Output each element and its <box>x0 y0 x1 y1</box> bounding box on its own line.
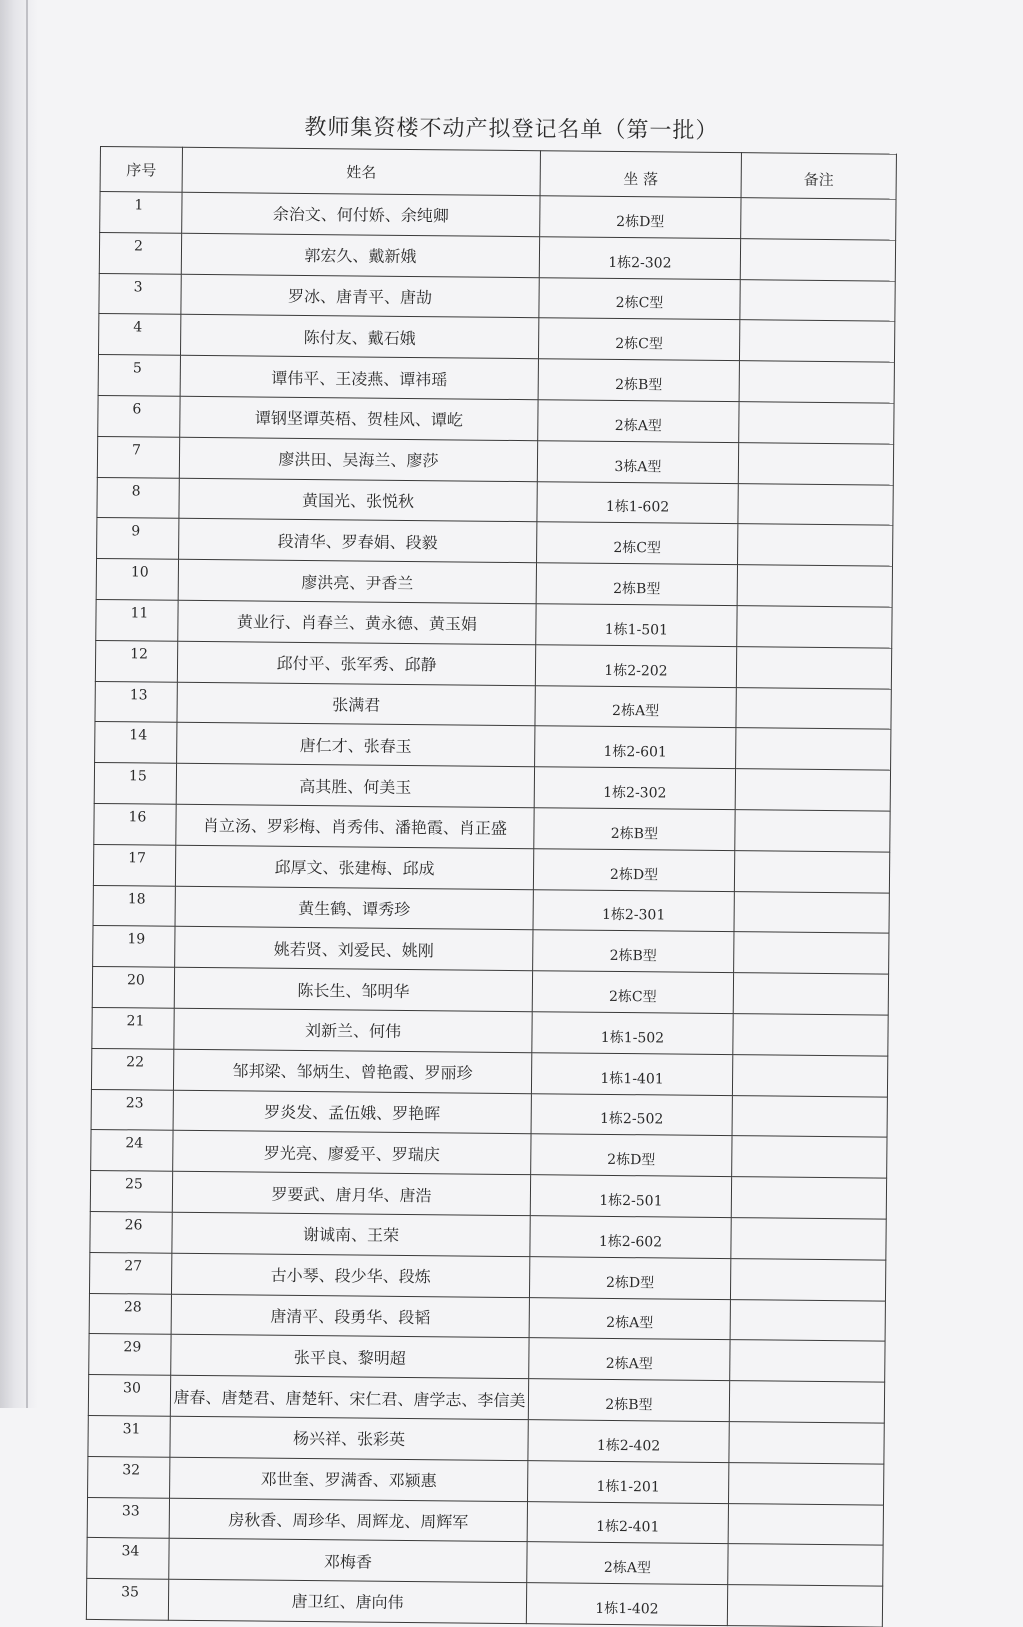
row-names: 黄国光、张悦秋 <box>179 478 537 522</box>
row-index: 35 <box>86 1579 168 1621</box>
row-names: 邓梅香 <box>169 1539 527 1583</box>
row-location: 2栋A型 <box>538 400 739 443</box>
row-index: 2 <box>99 232 181 274</box>
row-remark <box>729 1422 884 1464</box>
row-remark <box>736 728 891 770</box>
row-location: 1栋1-402 <box>526 1583 727 1626</box>
row-names: 刘新兰、何伟 <box>174 1008 532 1052</box>
row-names: 肖立汤、罗彩梅、肖秀伟、潘艳霞、肖正盛 <box>176 804 534 848</box>
row-names: 黄业行、肖春兰、黄永德、黄玉娟 <box>178 600 536 644</box>
row-remark <box>734 932 889 974</box>
row-index: 16 <box>94 803 176 845</box>
row-index: 19 <box>93 926 175 968</box>
row-index: 9 <box>97 518 179 560</box>
row-names: 廖洪田、吴海兰、廖莎 <box>179 437 537 481</box>
row-remark <box>737 606 892 648</box>
row-index: 14 <box>95 722 177 764</box>
row-remark <box>730 1299 885 1341</box>
row-remark <box>738 442 893 484</box>
row-location: 3栋A型 <box>537 440 738 483</box>
row-remark <box>736 646 891 688</box>
row-location: 1栋2-302 <box>539 237 740 280</box>
row-names: 罗冰、唐青平、唐劼 <box>181 274 539 318</box>
row-index: 5 <box>98 355 180 397</box>
row-names: 黄生鹤、谭秀珍 <box>175 886 533 930</box>
table-row <box>86 1579 882 1627</box>
row-location: 1栋1-602 <box>537 481 738 524</box>
row-location: 2栋C型 <box>537 522 738 565</box>
row-remark <box>731 1218 886 1260</box>
row-location: 1栋2-402 <box>528 1420 729 1463</box>
row-location: 2栋B型 <box>538 359 739 402</box>
row-index: 15 <box>94 763 176 805</box>
row-location: 1栋2-501 <box>530 1175 731 1218</box>
row-remark <box>734 850 889 892</box>
row-names: 谭伟平、王凌燕、谭祎瑶 <box>180 355 538 399</box>
row-remark <box>731 1177 886 1219</box>
row-index: 6 <box>98 395 180 437</box>
header-index: 序号 <box>100 147 182 193</box>
row-location: 1栋2-502 <box>531 1093 732 1136</box>
row-location: 1栋1-401 <box>531 1052 732 1095</box>
row-names: 廖洪亮、尹香兰 <box>178 559 536 603</box>
row-names: 段清华、罗春娟、段毅 <box>179 519 537 563</box>
row-names: 邱付平、张军秀、邱静 <box>177 641 535 685</box>
row-names: 罗炎发、孟伍娥、罗艳晖 <box>173 1090 531 1134</box>
table-body <box>86 192 896 1627</box>
row-remark <box>738 524 893 566</box>
row-names: 唐春、唐楚君、唐楚轩、宋仁君、唐学志、李信美 <box>170 1375 528 1419</box>
row-remark <box>740 238 895 280</box>
row-remark <box>738 483 893 525</box>
row-names: 唐仁才、张春玉 <box>177 723 535 767</box>
row-index: 18 <box>93 885 175 927</box>
row-location: 2栋C型 <box>532 971 733 1014</box>
row-location: 2栋A型 <box>535 685 736 728</box>
row-names: 谢诚南、王荣 <box>172 1212 530 1256</box>
row-names: 罗要武、唐月华、唐浩 <box>172 1171 530 1215</box>
row-index: 1 <box>100 192 182 234</box>
row-location: 1栋1-201 <box>528 1460 729 1503</box>
row-index: 13 <box>95 681 177 723</box>
row-location: 2栋A型 <box>527 1542 728 1585</box>
document-title: 教师集资楼不动产拟登记名单（第一批） <box>304 115 719 144</box>
row-remark <box>736 687 891 729</box>
row-location: 2栋B型 <box>528 1379 729 1422</box>
row-location: 2栋C型 <box>538 318 739 361</box>
row-names: 高其胜、何美玉 <box>176 763 534 807</box>
row-index: 28 <box>89 1293 171 1335</box>
row-location: 2栋B型 <box>533 930 734 973</box>
row-names: 姚若贤、刘爱民、姚刚 <box>175 927 533 971</box>
row-index: 29 <box>89 1334 171 1376</box>
row-remark <box>733 1014 888 1056</box>
row-remark <box>739 361 894 403</box>
table-header <box>100 147 896 200</box>
row-index: 32 <box>88 1456 170 1498</box>
row-remark <box>735 810 890 852</box>
row-location: 1栋2-301 <box>533 889 734 932</box>
row-remark <box>730 1340 885 1382</box>
row-remark <box>735 769 890 811</box>
row-location: 2栋A型 <box>529 1338 730 1381</box>
header-name: 姓名 <box>182 147 540 195</box>
row-index: 11 <box>96 599 178 641</box>
row-index: 34 <box>87 1538 169 1580</box>
row-remark <box>733 973 888 1015</box>
row-remark <box>734 891 889 933</box>
row-index: 8 <box>97 477 179 519</box>
row-remark <box>728 1544 883 1586</box>
row-index: 21 <box>92 1007 174 1049</box>
row-names: 邹邦梁、邹炳生、曾艳霞、罗丽珍 <box>173 1049 531 1093</box>
row-index: 31 <box>88 1415 170 1457</box>
row-index: 3 <box>99 273 181 315</box>
row-names: 邓世奎、罗满香、邓颍惠 <box>170 1457 528 1501</box>
row-remark <box>732 1095 887 1137</box>
row-names: 陈长生、邹明华 <box>174 967 532 1011</box>
row-names: 张满君 <box>177 682 535 726</box>
registration-table-wrapper <box>86 146 896 1627</box>
row-index: 30 <box>88 1375 170 1417</box>
scan-edge-shadow <box>0 0 38 1408</box>
row-remark <box>732 1054 887 1096</box>
row-location: 1栋2-302 <box>534 767 735 810</box>
row-location: 2栋A型 <box>529 1297 730 1340</box>
row-index: 26 <box>90 1211 172 1253</box>
row-index: 33 <box>87 1497 169 1539</box>
row-names: 古小琴、段少华、段炼 <box>171 1253 529 1297</box>
row-remark <box>739 402 894 444</box>
row-remark <box>740 279 895 321</box>
row-names: 罗光亮、廖爱平、罗瑞庆 <box>173 1131 531 1175</box>
row-remark <box>732 1136 887 1178</box>
row-names: 谭钢坚谭英梧、贺桂风、谭屹 <box>180 396 538 440</box>
row-remark <box>737 565 892 607</box>
row-index: 4 <box>98 314 180 356</box>
row-names: 郭宏久、戴新娥 <box>181 233 539 277</box>
header-row <box>100 147 896 200</box>
row-location: 1栋1-502 <box>532 1012 733 1055</box>
row-names: 陈付友、戴石娥 <box>180 315 538 359</box>
row-names: 杨兴祥、张彩英 <box>170 1416 528 1460</box>
row-remark <box>729 1462 884 1504</box>
row-remark <box>730 1258 885 1300</box>
row-index: 25 <box>90 1171 172 1213</box>
row-location: 2栋D型 <box>531 1134 732 1177</box>
row-index: 17 <box>93 844 175 886</box>
row-index: 24 <box>91 1130 173 1172</box>
row-location: 2栋D型 <box>533 848 734 891</box>
registration-table <box>86 146 897 1627</box>
row-location: 2栋C型 <box>539 277 740 320</box>
row-location: 1栋2-401 <box>527 1501 728 1544</box>
row-location: 1栋2-601 <box>535 726 736 769</box>
row-location: 2栋B型 <box>534 808 735 851</box>
row-remark <box>739 320 894 362</box>
row-remark <box>729 1381 884 1423</box>
row-remark <box>741 198 896 240</box>
row-names: 唐卫红、唐向伟 <box>168 1579 526 1623</box>
row-names: 唐清平、段勇华、段韬 <box>171 1294 529 1338</box>
row-location: 2栋D型 <box>540 196 741 239</box>
row-remark <box>728 1503 883 1545</box>
row-names: 房秋香、周珍华、周辉龙、周辉军 <box>169 1498 527 1542</box>
row-names: 张平良、黎明超 <box>171 1335 529 1379</box>
row-index: 12 <box>95 640 177 682</box>
row-names: 余治文、何付娇、余纯卿 <box>182 192 540 236</box>
row-index: 23 <box>91 1089 173 1131</box>
row-index: 27 <box>89 1252 171 1294</box>
row-location: 2栋B型 <box>536 563 737 606</box>
header-location: 坐 落 <box>540 151 741 198</box>
row-index: 20 <box>92 967 174 1009</box>
header-remark: 备注 <box>741 153 896 199</box>
row-remark <box>727 1585 882 1627</box>
row-names: 邱厚文、张建梅、邱成 <box>175 845 533 889</box>
row-location: 1栋2-602 <box>530 1216 731 1259</box>
row-location: 1栋2-202 <box>535 644 736 687</box>
row-index: 10 <box>96 559 178 601</box>
row-location: 1栋1-501 <box>536 604 737 647</box>
row-location: 2栋D型 <box>529 1256 730 1299</box>
row-index: 22 <box>91 1048 173 1090</box>
row-index: 7 <box>97 436 179 478</box>
